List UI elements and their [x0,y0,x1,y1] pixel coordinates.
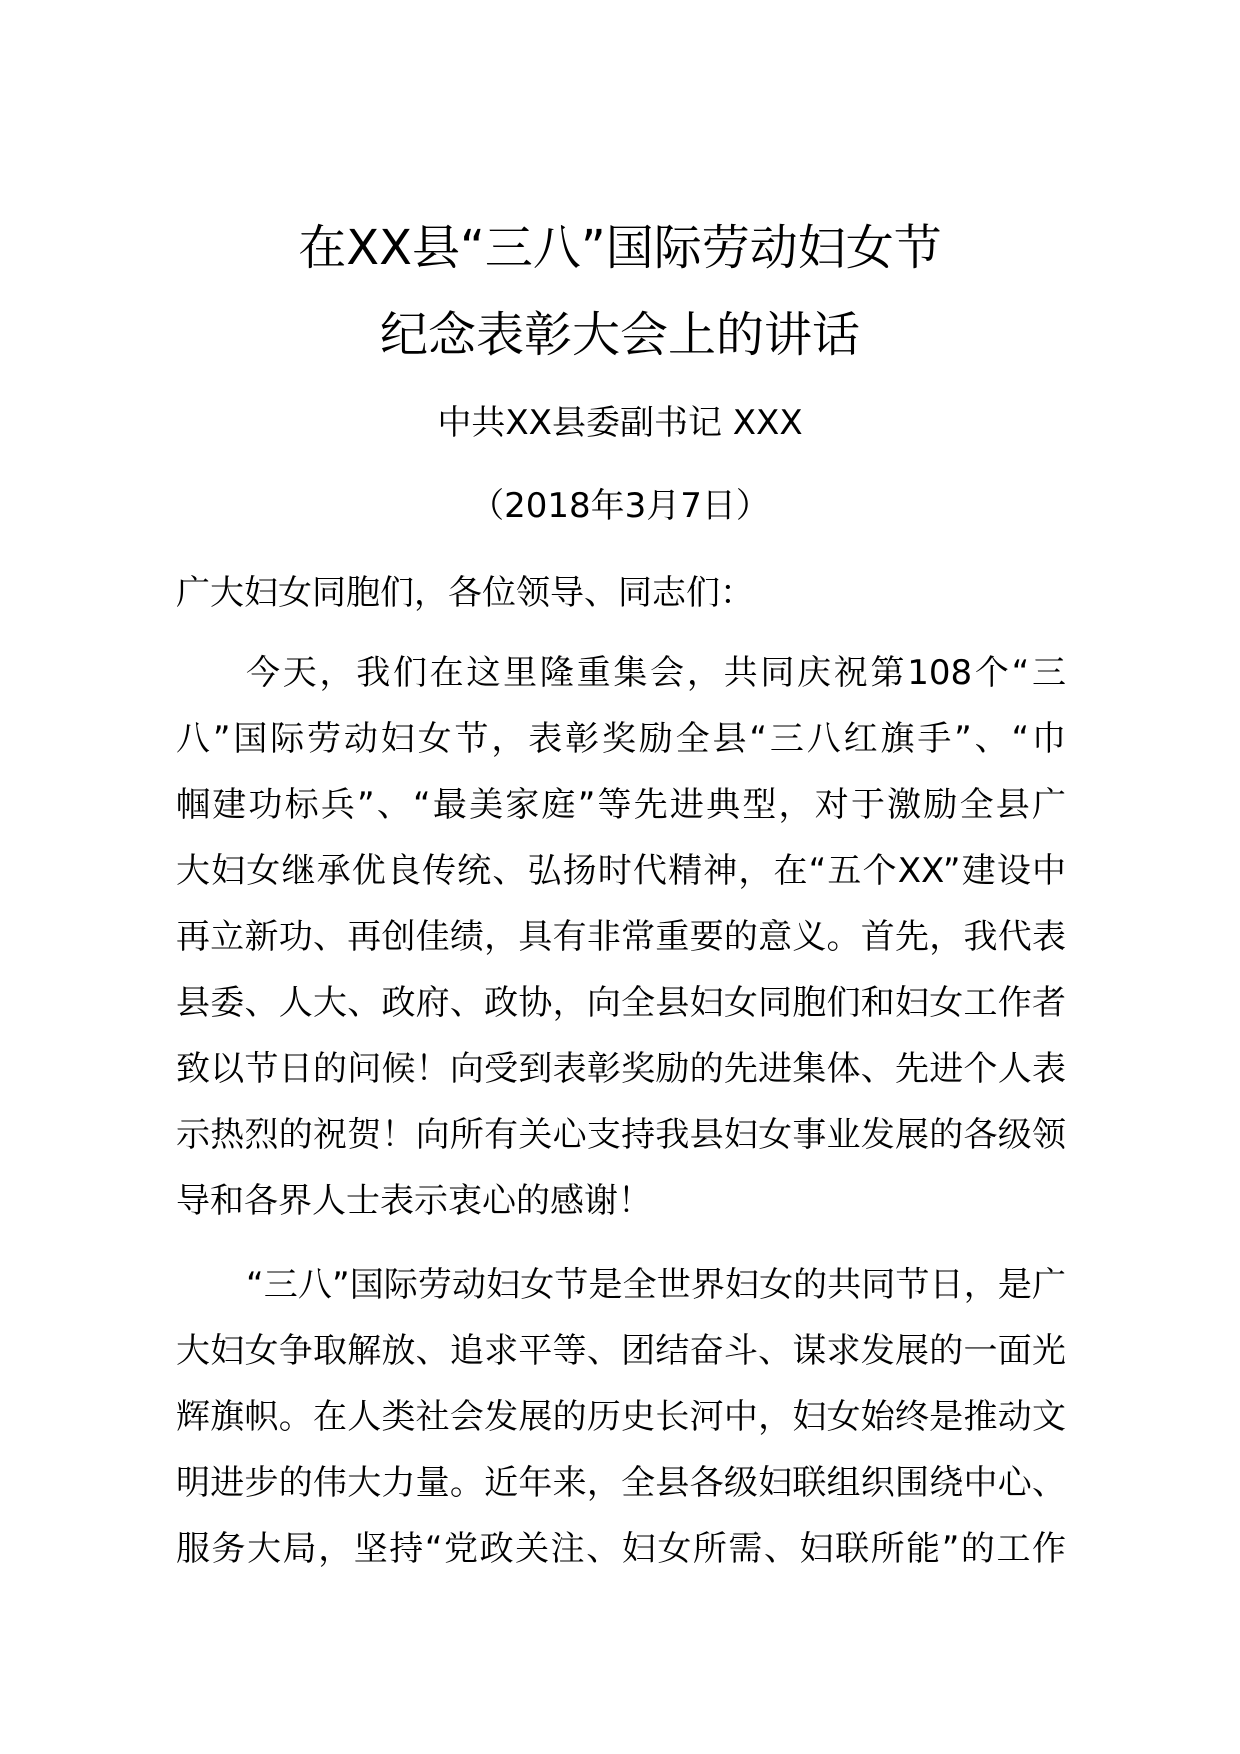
title-line-1: 在XX县“三八”国际劳动妇女节 [298,220,942,276]
paragraph-line: 八”国际劳动妇女节，表彰奖励全县“三八红旗手”、“巾 [176,719,1066,759]
paragraph-line: “三八”国际劳动妇女节是全世界妇女的共同节日，是广 [246,1265,1066,1305]
date-line: （2018年3月7日） [470,486,770,526]
paragraph-line: 县委、人大、政府、政协，向全县妇女同胞们和妇女工作者 [176,983,1066,1023]
title-line-2: 纪念表彰大会上的讲话 [379,307,860,363]
paragraph-line: 大妇女继承优良传统、弘扬时代精神，在“五个XX”建设中 [176,851,1066,891]
author-line: 中共XX县委副书记 XXX [437,403,803,443]
paragraph-line: 导和各界人士表示衷心的感谢！ [176,1181,652,1221]
paragraph-line: 大妇女争取解放、追求平等、团结奋斗、谋求发展的一面光 [176,1331,1066,1371]
paragraph-line: 服务大局，坚持“党政关注、妇女所需、妇联所能”的工作 [176,1529,1066,1569]
paragraph-line: 致以节日的问候！向受到表彰奖励的先进集体、先进个人表 [176,1049,1066,1089]
salutation: 广大妇女同胞们，各位领导、同志们： [176,573,754,613]
paragraph-line: 辉旗帜。在人类社会发展的历史长河中，妇女始终是推动文 [176,1397,1066,1437]
paragraph-line: 明进步的伟大力量。近年来，全县各级妇联组织围绕中心、 [176,1463,1066,1503]
paragraph-line: 再立新功、再创佳绩，具有非常重要的意义。首先，我代表 [176,917,1066,957]
paragraph-line: 今天，我们在这里隆重集会，共同庆祝第108个“三 [246,653,1066,693]
paragraph-line: 帼建功标兵”、“最美家庭”等先进典型，对于激励全县广 [176,785,1066,825]
paragraph-line: 示热烈的祝贺！向所有关心支持我县妇女事业发展的各级领 [176,1115,1066,1155]
